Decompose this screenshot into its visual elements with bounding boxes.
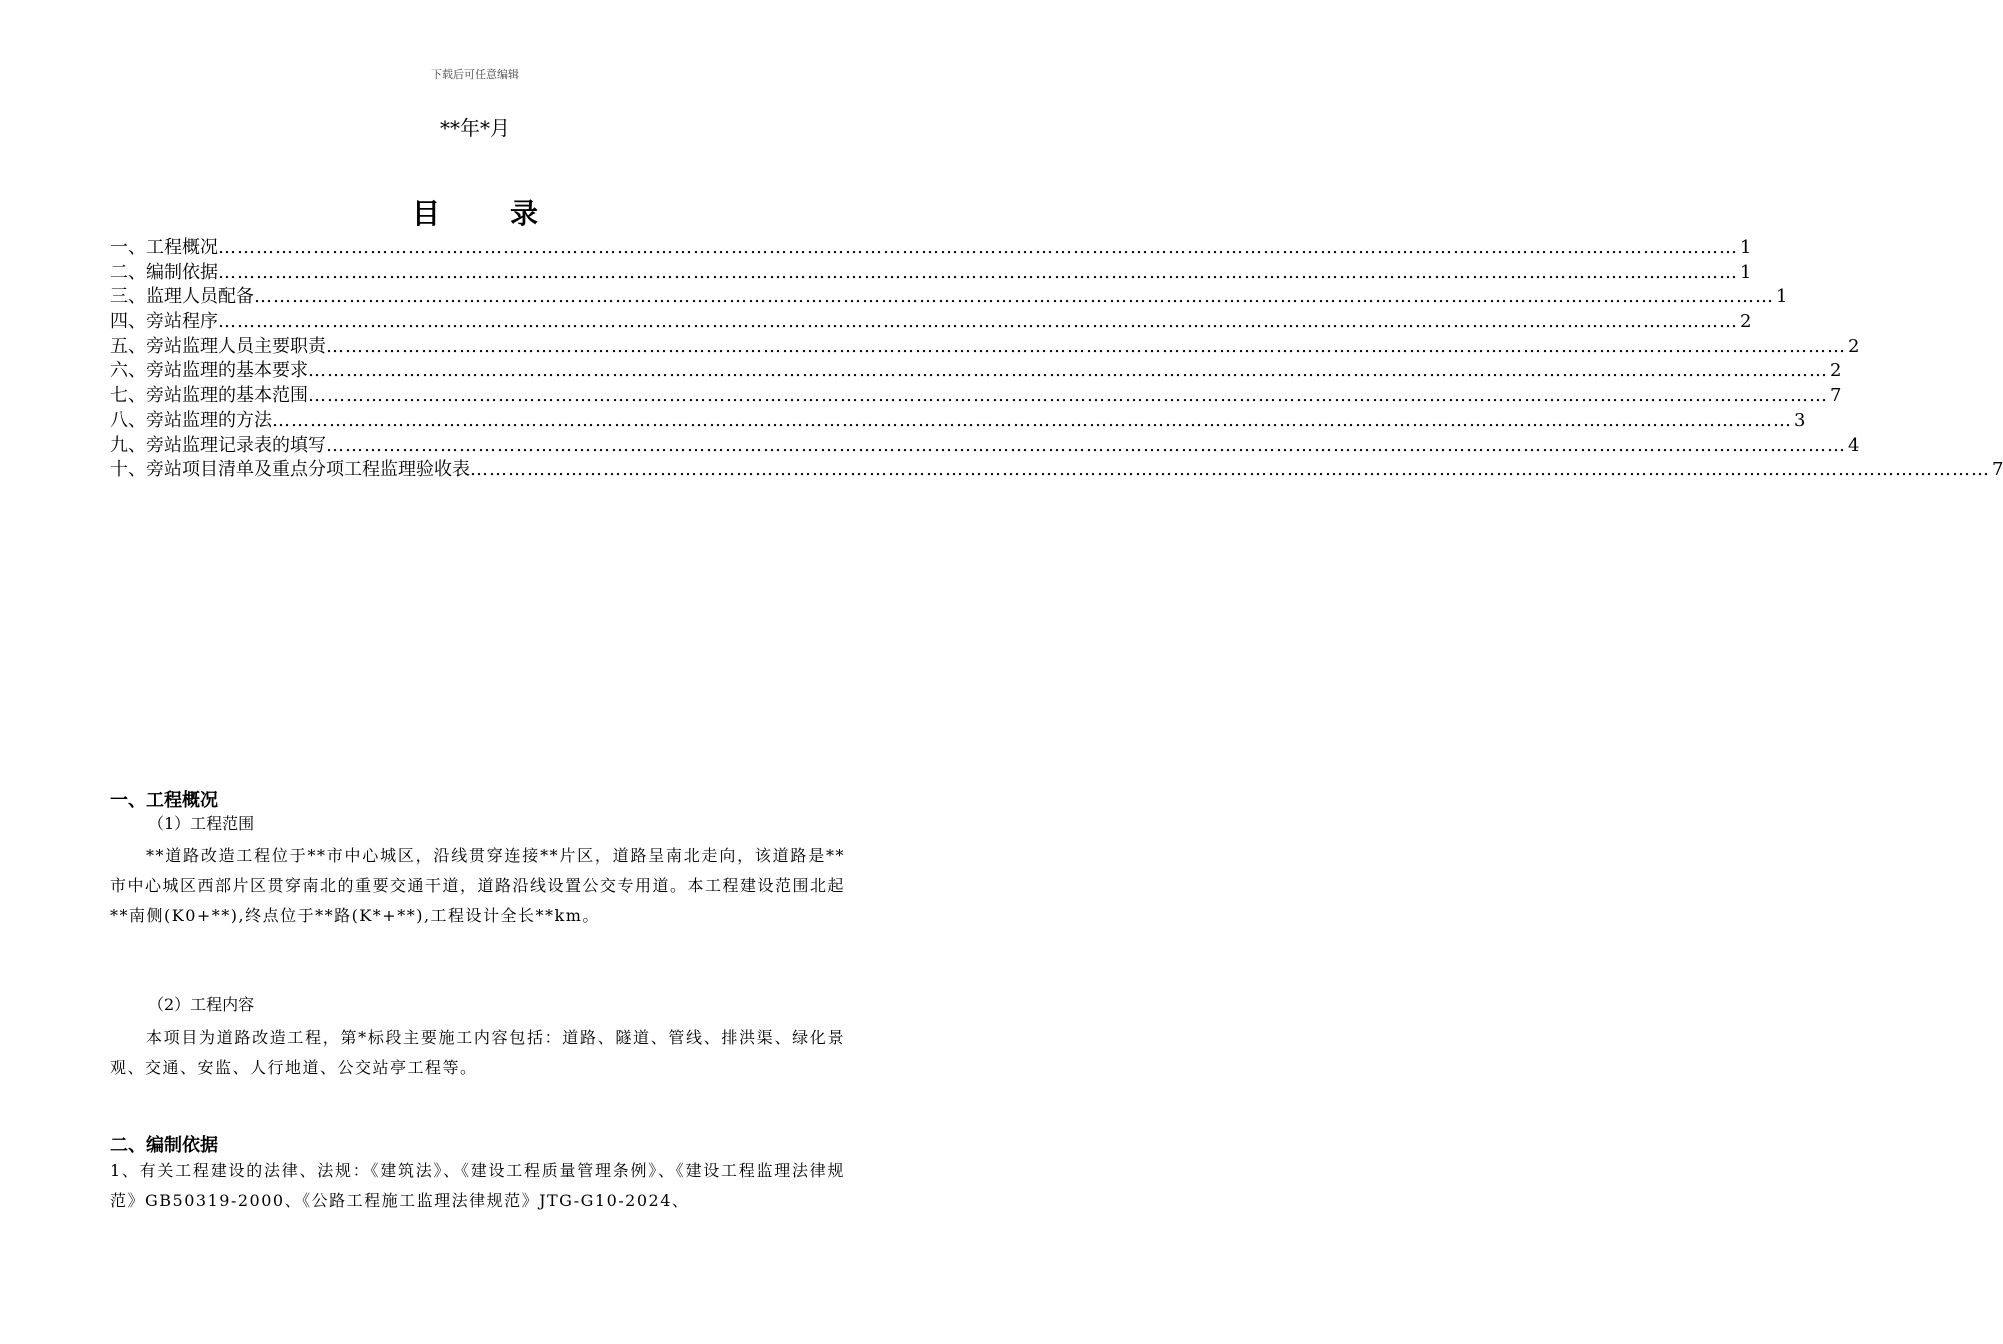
toc-entry-page: 1 [1740, 237, 1752, 258]
toc-entry[interactable] [110, 434, 1860, 459]
toc-entry[interactable] [110, 335, 1860, 360]
subsection-title: （1）工程范围 [148, 814, 255, 833]
toc-entry-page: 4 [1848, 434, 1860, 456]
table-of-contents [110, 236, 2003, 483]
toc-leader-dots: …………………………………………………………………………………………………………………………………………………………………………………………………………………… [254, 286, 1774, 308]
toc-entry-page: 3 [1794, 409, 1806, 431]
header-note: 下载后可任意编辑 [431, 68, 519, 81]
toc-entry-page: 1 [1776, 286, 1788, 308]
toc-entry-page: 1 [1740, 261, 1752, 283]
toc-entry[interactable] [110, 409, 1806, 434]
toc-title-right: 录 [510, 197, 539, 230]
toc-entry-page: 7 [1830, 385, 1842, 407]
toc-entry-page: 2 [1830, 360, 1842, 382]
toc-entry-page: 7 [1992, 459, 2003, 481]
toc-entry[interactable] [110, 236, 1752, 261]
toc-leader-dots: …………………………………………………………………………………………………………………………………………………………………………………………………………………… [470, 459, 1990, 481]
toc-entry-label: 五、旁站监理人员主要职责 [110, 335, 326, 357]
toc-entry-label: 三、监理人员配备 [110, 286, 254, 308]
toc-title [0, 192, 950, 232]
toc-entry[interactable] [110, 458, 2003, 483]
paragraph: 1、有关工程建设的法律、法规：《建筑法》、《建设工程质量管理条例》、《建设工程监理法律规范》GB50319-2000、《公路工程施工监理法律规范》JTG-G10-2024、 [110, 1161, 845, 1210]
toc-entry-label: 四、旁站程序 [110, 311, 218, 333]
toc-leader-dots: …………………………………………………………………………………………………………………………………………………………………………………………………………………… [218, 237, 1738, 258]
paragraph: 本项目为道路改造工程，第*标段主要施工内容包括：道路、隧道、管线、排洪渠、绿化景观、交通、安监、人行地道、公交站亭工程等。 [110, 1028, 845, 1077]
toc-entry[interactable] [110, 261, 1752, 286]
toc-title-left: 目 [411, 197, 440, 230]
toc-leader-dots: …………………………………………………………………………………………………………………………………………………………………………………………………………………… [272, 409, 1792, 431]
subsection-title: （2）工程内容 [148, 995, 255, 1014]
toc-entry-label: 七、旁站监理的基本范围 [110, 385, 308, 407]
toc-entry-label: 八、旁站监理的方法 [110, 409, 272, 431]
toc-entry-label: 九、旁站监理记录表的填写 [110, 434, 326, 456]
toc-entry-page: 2 [1740, 311, 1752, 333]
toc-entry[interactable] [110, 359, 1842, 384]
toc-leader-dots: …………………………………………………………………………………………………………………………………………………………………………………………………………………… [308, 385, 1828, 407]
toc-entry-label: 二、编制依据 [110, 261, 218, 283]
toc-entry-label: 一、工程概况 [110, 237, 218, 258]
toc-entry-label: 六、旁站监理的基本要求 [110, 360, 308, 382]
toc-leader-dots: …………………………………………………………………………………………………………………………………………………………………………………………………………………… [218, 261, 1738, 283]
toc-entry-label: 十、旁站项目清单及重点分项工程监理验收表 [110, 459, 470, 481]
section-heading: 二、编制依据 [110, 1135, 218, 1156]
date-line: **年*月 [440, 116, 510, 140]
toc-leader-dots: …………………………………………………………………………………………………………………………………………………………………………………………………………………… [326, 434, 1846, 456]
paragraph: **道路改造工程位于**市中心城区，沿线贯穿连接**片区，道路呈南北走向，该道路是**市中心城区西部片区贯穿南北的重要交通干道，道路沿线设置公交专用道。本工程建设范围北起**南侧(K0+**),终点位于**路(K*+**),工程设计全长**km。 [110, 846, 846, 925]
toc-leader-dots: …………………………………………………………………………………………………………………………………………………………………………………………………………………… [218, 311, 1738, 333]
section-heading: 一、工程概况 [110, 790, 218, 811]
toc-leader-dots: …………………………………………………………………………………………………………………………………………………………………………………………………………………… [308, 360, 1828, 382]
toc-entry[interactable] [110, 384, 1842, 409]
toc-leader-dots: …………………………………………………………………………………………………………………………………………………………………………………………………………………… [326, 335, 1846, 357]
toc-entry-page: 2 [1848, 335, 1860, 357]
toc-entry[interactable] [110, 310, 1752, 335]
toc-entry[interactable] [110, 285, 1788, 310]
